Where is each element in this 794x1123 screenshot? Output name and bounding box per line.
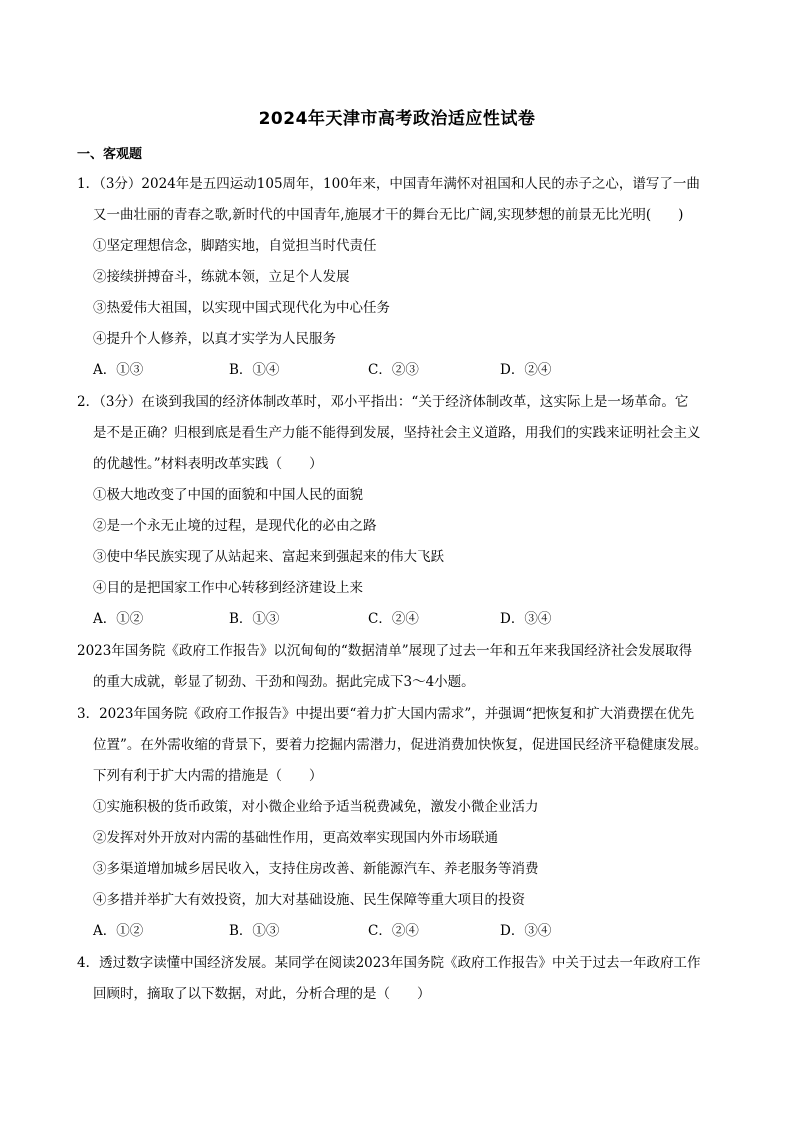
intro-line2: 的重大成就，彰显了韧劲、干劲和闯劲。据此完成下3～4小题。 (93, 674, 475, 690)
q1-option-d: D．②④ (500, 362, 552, 378)
q2-item-2: ②是一个永无止境的过程，是现代化的必由之路 (93, 518, 377, 534)
q1-option-a: A．①③ (93, 362, 144, 378)
q1-item-4: ④提升个人修养，以真才实学为人民服务 (93, 331, 336, 347)
page-title: 2024年天津市高考政治适应性试卷 (258, 109, 536, 129)
q2-item-3: ③使中华民族实现了从站起来、富起来到强起来的伟大飞跃 (93, 549, 444, 565)
q1-stem-line2: 又一曲壮丽的青春之歌,新时代的中国青年,施展才干的舞台无比广阔,实现梦想的前景无比光明( ) (93, 207, 684, 223)
q1-item-3: ③热爱伟大祖国，以实现中国式现代化为中心任务 (93, 300, 390, 316)
intro-line1: 2023年国务院《政府工作报告》以沉甸甸的“数据清单”展现了过去一年和五年来我国经济社会发展取得 (77, 643, 693, 659)
q3-stem-line3: 下列有利于扩大内需的措施是（ ） (93, 768, 323, 784)
q1-option-b: B．①④ (229, 362, 280, 378)
q2-item-1: ①极大地改变了中国的面貌和中国人民的面貌 (93, 487, 363, 503)
q4-stem-line2: 回顾时，摘取了以下数据，对此，分析合理的是（ ） (93, 986, 431, 1002)
q3-option-b: B．①③ (229, 923, 280, 939)
q2-option-d: D．③④ (500, 611, 552, 627)
q4-stem-line1: 4．透过数字读懂中国经济发展。某同学在阅读2023年国务院《政府工作报告》中关于过去一年政府工作 (77, 955, 701, 971)
q2-item-4: ④目的是把国家工作中心转移到经济建设上来 (93, 580, 363, 596)
section-heading: 一、客观题 (77, 147, 143, 162)
q2-stem-line2: 是不是正确？归根到底是看生产力能不能得到发展，坚持社会主义道路，用我们的实践来证明社会主义 (93, 425, 701, 441)
q3-item-3: ③多渠道增加城乡居民收入，支持住房改善、新能源汽车、养老服务等消费 (93, 861, 539, 877)
q1-option-c: C．②③ (368, 362, 419, 378)
q3-item-4: ④多措并举扩大有效投资，加大对基础设施、民生保障等重大项目的投资 (93, 892, 525, 908)
q3-option-a: A．①② (93, 923, 144, 939)
q2-option-c: C．②④ (368, 611, 419, 627)
q2-option-a: A．①② (93, 611, 144, 627)
q2-stem-line1: 2．（3分）在谈到我国的经济体制改革时，邓小平指出：“关于经济体制改革，这实际上是一场革命。它 (77, 394, 689, 410)
q1-item-2: ②接续拼搏奋斗，练就本领，立足个人发展 (93, 269, 350, 285)
q3-option-d: D．③④ (500, 923, 552, 939)
q2-stem-line3: 的优越性。”材料表明改革实践（ ） (93, 456, 323, 472)
q2-option-b: B．①③ (229, 611, 280, 627)
q3-item-1: ①实施积极的货币政策，对小微企业给予适当税费减免，激发小微企业活力 (93, 799, 539, 815)
q3-option-c: C．②④ (368, 923, 419, 939)
q1-stem-line1: 1．（3分）2024年是五四运动105周年，100年来，中国青年满怀对祖国和人民的赤子之心，谱写了一曲 (77, 176, 700, 192)
q1-item-1: ①坚定理想信念，脚踏实地，自觉担当时代责任 (93, 238, 377, 254)
q3-stem-line1: 3．2023年国务院《政府工作报告》中提出要“着力扩大国内需求”，并强调“把恢复和扩大消费摆在优先 (77, 706, 695, 722)
q3-stem-line2: 位置”。在外需收缩的背景下，要着力挖掘内需潜力，促进消费加快恢复，促进国民经济平稳健康发展。 (93, 737, 708, 753)
q3-item-2: ②发挥对外开放对内需的基础性作用，更高效率实现国内外市场联通 (93, 830, 498, 846)
